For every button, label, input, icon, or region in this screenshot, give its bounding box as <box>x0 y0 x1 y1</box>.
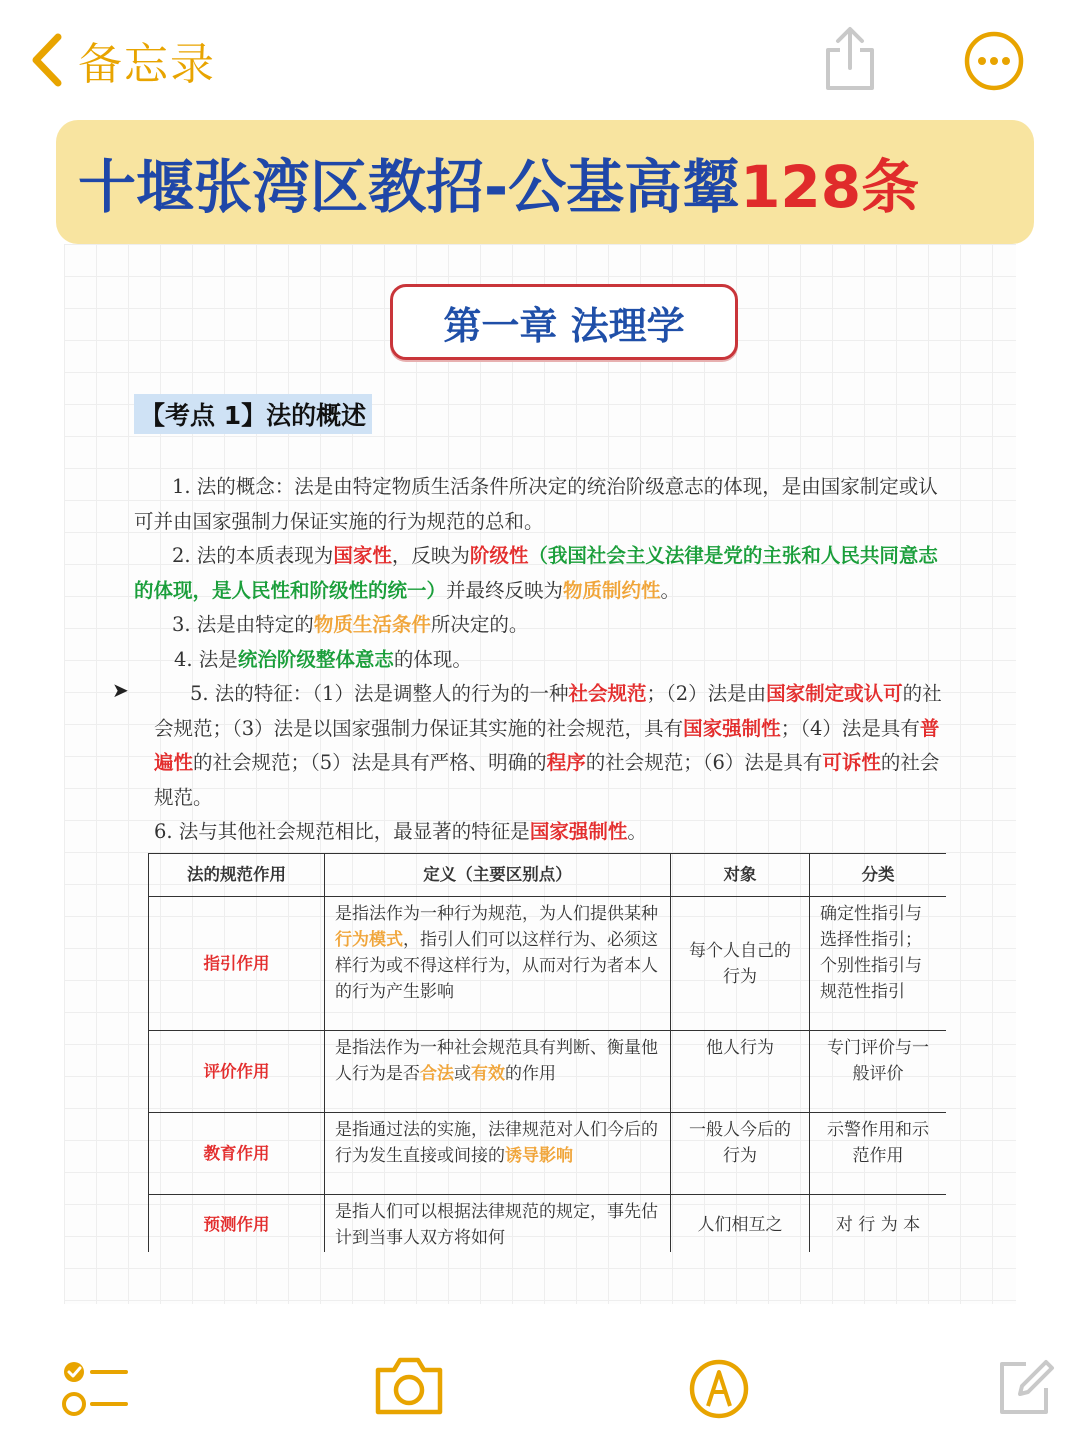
row-category: 示警作用和示范作用 <box>810 1113 947 1195</box>
row-object: 人们相互之 <box>671 1195 810 1253</box>
text: 2. 法的本质表现为 <box>172 544 334 567</box>
text: ，反映为 <box>391 544 470 567</box>
text: 或 <box>454 1064 471 1084</box>
text: ，指引人们可以这样行为、必须这样行为或不得这样行为，从而对行为者本人的行为产生影响 <box>335 930 658 1002</box>
more-options-icon[interactable] <box>963 30 1025 92</box>
law-function-table <box>148 853 946 1252</box>
bottom-toolbar <box>0 1330 1080 1440</box>
text: 是指法作为一种行为规范，为人们提供某种 <box>335 904 658 924</box>
text: 的社会规范；（3）法是以国家强制力保证其实施的社会规范，具有 <box>154 682 942 740</box>
text: ；（2）法是由 <box>646 682 767 705</box>
row-object: 他人行为 <box>671 1031 810 1113</box>
row-name: 指引作用 <box>149 897 325 1031</box>
highlight-red: 社会规范 <box>568 682 647 705</box>
text: 1. 法的概念：法是由特定物质生活条件所决定的统治阶级意志的体现，是由国家制定或认可并由国家强制力保证实施的行为规范的总和。 <box>134 475 938 533</box>
share-icon[interactable] <box>822 26 878 92</box>
paragraph-5 <box>134 677 944 815</box>
highlight-orange: 合法 <box>420 1064 454 1084</box>
highlight-orange: 有效 <box>471 1064 505 1084</box>
row-definition <box>325 1031 671 1113</box>
back-button[interactable] <box>30 28 216 92</box>
highlight-red: 国家制定或认可 <box>766 682 903 705</box>
row-category: 确定性指引与选择性指引；个别性指引与规范性指引 <box>810 897 947 1031</box>
table-row <box>149 1113 947 1195</box>
top-nav-bar <box>0 0 1080 115</box>
chevron-left-icon <box>30 33 64 87</box>
camera-icon[interactable] <box>372 1354 446 1418</box>
text: 。 <box>660 578 681 602</box>
markup-pen-icon[interactable] <box>688 1358 750 1420</box>
paragraph-3 <box>134 608 944 643</box>
row-name: 评价作用 <box>149 1031 325 1113</box>
paragraph-1 <box>134 470 944 539</box>
table-row <box>149 1031 947 1113</box>
highlight-green: （我国社会主义法律是党的主张和人民共同意志的体现，是人民性和阶级性的统一） <box>134 544 938 602</box>
text: ；（4）法是具有 <box>780 716 920 740</box>
back-label: 备忘录 <box>78 39 216 90</box>
text: 4. 法是 <box>174 647 238 671</box>
chapter-title: 第一章 法理学 <box>390 284 738 360</box>
text: 并最终反映为 <box>446 578 564 602</box>
document-body <box>134 470 944 850</box>
bullet-marker: ➤ <box>112 678 129 702</box>
note-title-main: 十堰张湾区教招-公基高颦 <box>78 153 741 221</box>
highlight-red: 程序 <box>546 751 586 774</box>
text: 的社会规范；（6）法是具有 <box>585 751 823 774</box>
highlight-orange: 物质制约性 <box>563 578 661 602</box>
highlight-red: 可诉性 <box>822 751 881 774</box>
row-definition <box>325 897 671 1031</box>
highlight-orange: 物质生活条件 <box>313 613 431 636</box>
paragraph-4 <box>134 643 944 678</box>
title-banner <box>56 120 1034 244</box>
text: 的作用 <box>505 1064 556 1084</box>
row-name: 教育作用 <box>149 1113 325 1195</box>
text: 是指法作为一种社会规范具有判断、衡量他人行为是否 <box>335 1038 658 1084</box>
section-heading: 【考点 1】法的概述 <box>134 394 372 434</box>
text: 的体现。 <box>393 647 472 671</box>
highlight-red: 国家强制性 <box>529 820 628 843</box>
note-title <box>78 140 919 224</box>
row-definition: 是指人们可以根据法律规范的规定，事先估计到当事人双方将如何 <box>325 1195 671 1253</box>
text: 的社会规范；（5）法是具有严格、明确的 <box>193 751 547 774</box>
note-title-count: 128条 <box>740 153 920 221</box>
table-row <box>149 1195 947 1253</box>
highlight-red: 普遍性 <box>154 716 940 774</box>
table-header: 法的规范作用 <box>149 854 325 897</box>
text: 所决定的。 <box>430 613 529 636</box>
paragraph-6 <box>134 815 944 850</box>
table-header: 分类 <box>810 854 947 897</box>
highlight-red: 国家性 <box>333 544 392 567</box>
text: 。 <box>627 820 647 843</box>
highlight-orange: 诱导影响 <box>505 1146 573 1166</box>
highlight-red: 阶级性 <box>469 544 529 567</box>
text: 的社会规范。 <box>154 751 940 809</box>
text: 6. 法与其他社会规范相比，最显著的特征是 <box>154 820 530 843</box>
row-category: 专门评价与一般评价 <box>810 1031 947 1113</box>
table-header-row <box>149 854 947 897</box>
checklist-icon[interactable] <box>60 1358 130 1418</box>
highlight-red: 国家强制性 <box>683 716 781 740</box>
row-object: 每个人自己的行为 <box>671 897 810 1031</box>
highlight-green: 统治阶级整体意志 <box>237 647 394 671</box>
text: 是指通过法的实施，法律规范对人们今后的行为发生直接或间接的 <box>335 1120 658 1166</box>
highlight-orange: 行为模式 <box>335 930 403 950</box>
table-row <box>149 897 947 1031</box>
table-header: 定义（主要区别点） <box>325 854 671 897</box>
row-object: 一般人今后的行为 <box>671 1113 810 1195</box>
table-header: 对象 <box>671 854 810 897</box>
text: 3. 法是由特定的 <box>172 613 314 636</box>
text: 5. 法的特征：（1）法是调整人的行为的一种 <box>190 682 569 705</box>
compose-icon[interactable] <box>996 1356 1056 1418</box>
row-category: 对 行 为 本 <box>810 1195 947 1253</box>
paragraph-2 <box>134 539 944 608</box>
row-definition <box>325 1113 671 1195</box>
row-name: 预测作用 <box>149 1195 325 1253</box>
